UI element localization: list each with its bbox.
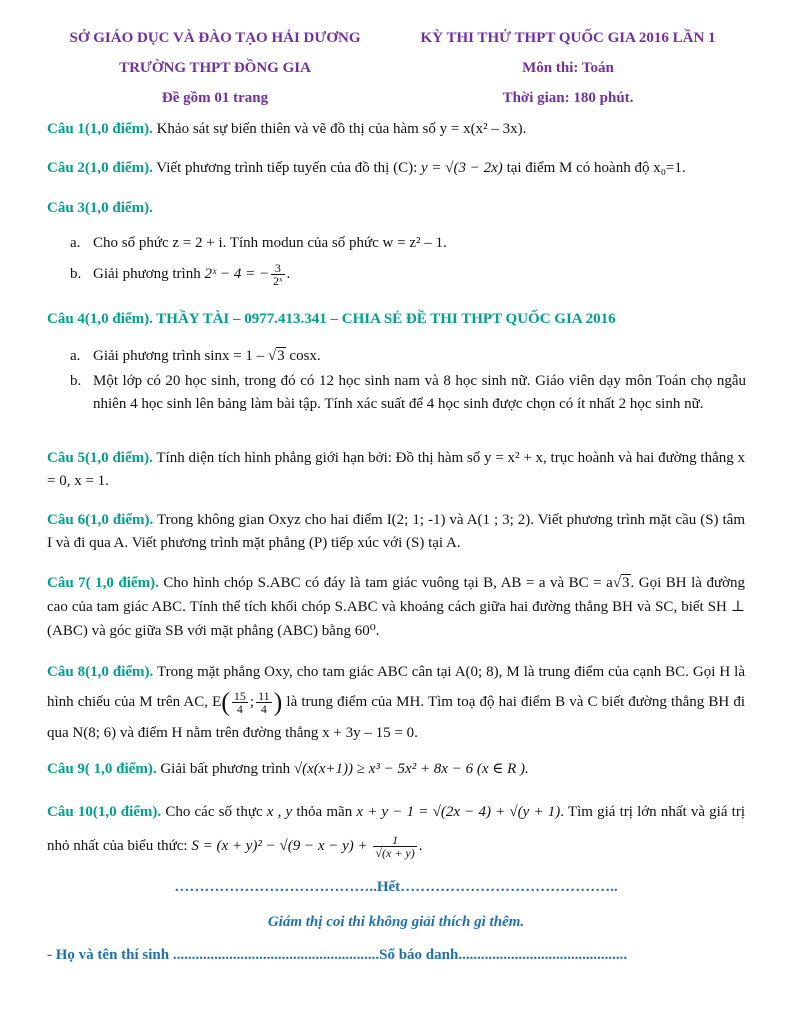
- question-3: [47, 197, 745, 220]
- exam-title: KỲ THI THỬ THPT QUỐC GIA 2016 LẦN 1: [420, 30, 716, 46]
- question-text: tại điểm M có hoành độ x₀=1.: [502, 160, 686, 176]
- promo-text: THẦY TÀI – 0977.413.341 – CHIA SẺ ĐỀ THI THPT QUỐC GIA 2016: [152, 311, 616, 327]
- question-8: Câu 8(1,0 điểm). Trong mặt phẳng Oxy, cho tam giác ABC cân tại A(0; 8), M là trung điểm của cạnh BC. Gọi H là hình chiếu của M trên AC, E( $\frac{15}{4}$ ; $\frac{11}{4}$ ) là trung điểm của MH. Tìm toạ độ hai điểm B và C biết đường thẳng BH đi qua N(8; 6) và điểm H nằm trên đường thẳng x + 3y – 15 = 0.: [47, 664, 746, 741]
- question-text: Cho hình chóp S.ABC có đáy là tam giác vuông tại B, AB = a và BC = a: [158, 575, 613, 591]
- math-expression: S = (x + y)² − √(9 − x − y) +: [191, 838, 372, 854]
- sqrt-expression: √3: [267, 348, 285, 364]
- proctor-note: Giám thị coi thi không giải thích gì thêm.: [267, 914, 525, 930]
- question-3b: b. Giải phương trình 2ˣ − 4 = − $\frac{3}{\text{2ˣ}}$ .: [70, 261, 291, 288]
- question-label: Câu 4(1,0 điểm).: [47, 311, 153, 327]
- question-text: Cho các số thực: [161, 804, 267, 820]
- fraction: $\frac{11}{4}$: [258, 689, 270, 717]
- question-label: Câu 5(1,0 điểm).: [47, 450, 153, 466]
- question-label: Câu 1(1,0 điểm).: [47, 121, 153, 137]
- question-4: [47, 308, 745, 331]
- math-expression: 2ˣ − 4 = −: [204, 265, 270, 282]
- item-letter: a.: [70, 348, 81, 364]
- subject: Môn thi: Toán: [522, 60, 614, 76]
- question-3a: [70, 232, 746, 255]
- item-letter: a.: [70, 235, 81, 251]
- question-9: [47, 758, 745, 781]
- question-text: Tính diện tích hình phẳng giới hạn bởi: Đồ thị hàm số y = x² + x, trục hoành và hai đường thẳng x = 0, x = 1.: [47, 450, 746, 489]
- question-5: [47, 447, 745, 493]
- question-label: Câu 3(1,0 điểm).: [47, 200, 153, 216]
- question-label: Câu 10(1,0 điểm).: [47, 804, 162, 820]
- question-7: [47, 571, 745, 643]
- page-count: Đề gồm 01 trang: [161, 90, 269, 106]
- question-text: . Gọi BH là đường cao của tam giác ABC. Tính thể tích khối chóp S.ABC và khoảng cách giữa hai đường thẳng BH và SC, biết SH ⊥ (ABC) và góc giữa SB với mặt phẳng (ABC) bằng 60⁰.: [47, 575, 746, 639]
- question-text: Viết phương trình tiếp tuyến của đồ thị (C):: [152, 160, 422, 176]
- question-text: là trung điểm của MH. Tìm toạ độ hai điểm B và C biết đường thẳng BH đi qua N(8; 6) và điểm H nằm trên đường thẳng x + 3y – 15 = 0.: [47, 694, 746, 741]
- question-2: [47, 157, 745, 180]
- question-text: Trong không gian Oxyz cho hai điểm I(2; 1; -1) và A(1 ; 3; 2). Viết phương trình mặt cầu (S) tâm I và đi qua A. Viết phương trình mặt phẳng (P) tiếp xúc với (S) tại A.: [47, 512, 746, 551]
- question-text: thỏa mãn: [292, 804, 357, 820]
- question-label: Câu 6(1,0 điểm).: [47, 512, 154, 528]
- question-label: Câu 2(1,0 điểm).: [47, 160, 153, 176]
- time-limit: Thời gian: 180 phút.: [502, 90, 634, 106]
- question-6: [47, 509, 745, 555]
- question-text: Trong mặt phẳng Oxy, cho tam giác ABC cân tại A(0; 8), M là trung điểm của cạnh BC. Gọi H là hình chiếu của M trên AC, E: [47, 664, 746, 710]
- question-label: Câu 8(1,0 điểm).: [47, 664, 154, 680]
- school-name: TRƯỜNG THPT ĐỒNG GIA: [119, 60, 311, 76]
- question-10: Câu 10(1,0 điểm). Cho các số thực x , y thỏa mãn x + y − 1 = √(2x − 4) + √(y + 1). Tìm giá trị lớn nhất và giá trị nhỏ nhất của biểu thức: S = (x + y)² − √(9 − x − y) + $\frac{1}{√(x + y)}$ .: [47, 804, 745, 861]
- fraction: $\frac{15}{4}$: [233, 689, 246, 717]
- item-text: Một lớp có 20 học sinh, trong đó có 12 học sinh nam và 8 học sinh nữ. Giáo viên dạy môn Toán chọ ngẫu nhiên 4 học sinh lên bảng làm bài tập. Tính xác suất để 4 học sinh được chọn có ít nhất 2 học sinh nữ.: [93, 373, 746, 412]
- item-text: Giải phương trình sinx = 1 –: [93, 348, 268, 364]
- math-expression: √(x(x+1)) ≥ x³ − 5x² + 8x − 6 (x ∈ R ).: [293, 761, 529, 777]
- question-4b: [70, 370, 746, 416]
- item-text: Giải phương trình: [93, 265, 205, 282]
- question-text: Khảo sát sự biến thiên và vẽ đồ thị của hàm số y = x(x² – 3x).: [152, 121, 527, 137]
- item-text: cosx.: [285, 348, 321, 364]
- item-letter: b.: [70, 373, 82, 389]
- question-label: Câu 9( 1,0 điểm).: [47, 761, 157, 777]
- item-letter: b.: [70, 265, 82, 282]
- sqrt-expression: √3: [612, 575, 630, 591]
- item-text: Cho số phức z = 2 + i. Tính modun của số phức w = z² – 1.: [93, 235, 447, 251]
- math-expression: y = √(3 − 2x): [421, 160, 503, 176]
- fraction: $\frac{1}{√(x + y)}$: [375, 833, 415, 861]
- question-text: . Tìm giá trị lớn nhất và giá trị nhỏ nhất của biểu thức:: [47, 804, 745, 854]
- dept-name: SỞ GIÁO DỤC VÀ ĐÀO TẠO HẢI DƯƠNG: [69, 30, 361, 46]
- math-expression: x + y − 1 = √(2x − 4) + √(y + 1): [356, 804, 561, 820]
- question-1: [47, 118, 745, 141]
- math-expression: x , y: [266, 804, 293, 820]
- question-label: Câu 7( 1,0 điểm).: [47, 575, 159, 591]
- question-4a: [70, 345, 746, 368]
- question-text: Giải bất phương trình: [156, 761, 294, 777]
- end-line: …………………………………..Hết……………………………………..: [174, 879, 618, 895]
- candidate-line: - Họ và tên thí sinh .......................................................Số báo danh.............................................: [47, 947, 628, 963]
- fraction: $\frac{3}{\text{2ˣ}}$: [273, 261, 283, 288]
